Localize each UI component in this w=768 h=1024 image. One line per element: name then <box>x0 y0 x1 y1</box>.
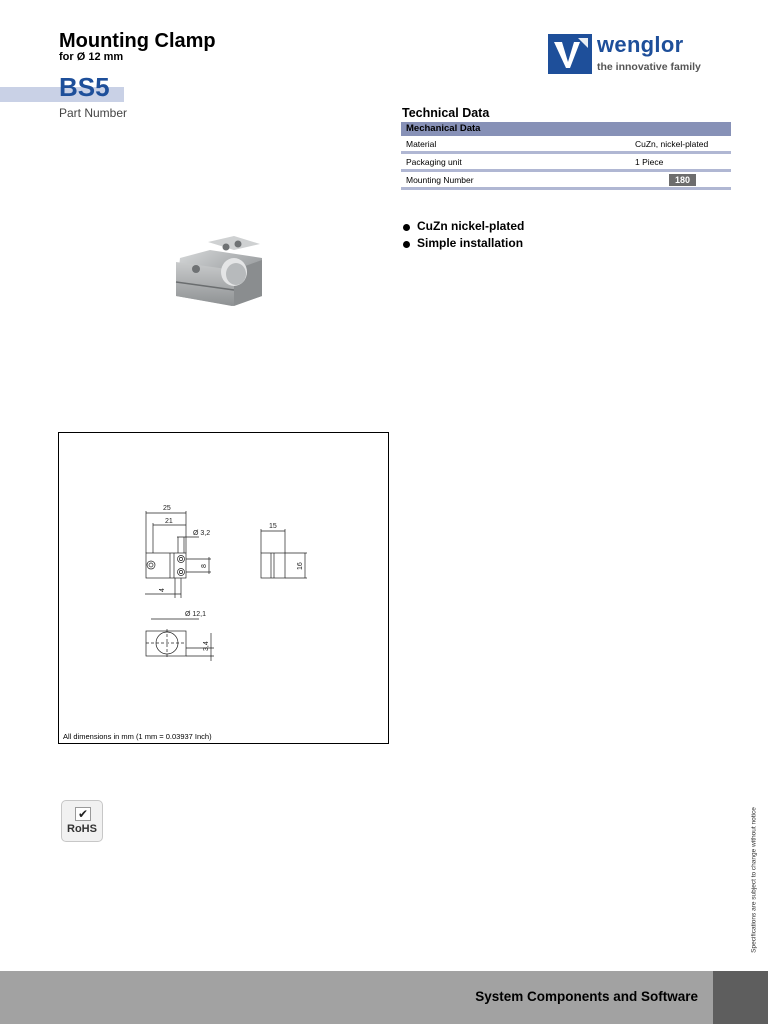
footer-text: System Components and Software <box>475 989 698 1004</box>
row-label: Packaging unit <box>406 157 462 167</box>
row-label: Material <box>406 139 437 149</box>
rohs-badge <box>61 800 103 842</box>
dim-16: 16 <box>297 562 304 570</box>
logo-tagline: the innovative family <box>597 61 701 73</box>
model-number: BS5 <box>59 72 110 102</box>
dimension-note: All dimensions in mm (1 mm = 0.03937 Inch) <box>63 732 212 741</box>
part-number-label: Part Number <box>59 106 128 120</box>
product-photo <box>172 236 264 314</box>
list-item: CuZn nickel-plated <box>402 219 524 236</box>
checkbox-icon: ✔ <box>75 807 91 821</box>
dim-15: 15 <box>269 523 277 530</box>
row-value: CuZn, nickel-plated <box>635 139 709 149</box>
dim-3-4: 3,4 <box>203 641 210 651</box>
rohs-label: RoHS <box>67 823 97 835</box>
dim-4: 4 <box>159 588 166 592</box>
dim-21: 21 <box>165 518 173 525</box>
dim-bore-dia: Ø 12,1 <box>185 611 207 618</box>
product-subtitle: for Ø 12 mm <box>59 51 124 63</box>
mechanical-data-header: Mechanical Data <box>401 122 731 136</box>
dim-25: 25 <box>163 505 171 512</box>
dimension-drawing <box>58 432 389 744</box>
technical-data-table <box>401 122 731 190</box>
dim-8: 8 <box>201 564 208 568</box>
footer-dark-block <box>713 971 768 1024</box>
feature-list <box>402 219 524 253</box>
table-row <box>401 172 731 190</box>
table-row <box>401 154 731 172</box>
footer-bar <box>0 971 713 1024</box>
table-row <box>401 136 731 154</box>
row-value: 1 Piece <box>635 157 664 167</box>
logo-mark-icon <box>548 34 592 74</box>
product-title: Mounting Clamp <box>59 30 216 52</box>
wenglor-logo <box>548 34 718 74</box>
mounting-number-badge: 180 <box>669 174 696 186</box>
logo-brand: wenglor <box>597 32 684 57</box>
list-item: Simple installation <box>402 236 524 253</box>
dim-hole-dia: Ø 3,2 <box>193 530 211 537</box>
row-label: Mounting Number <box>406 175 474 185</box>
technical-data-title: Technical Data <box>402 106 490 120</box>
technical-drawing <box>59 433 388 729</box>
specifications-note: Specifications are subject to change without notice <box>750 807 758 953</box>
